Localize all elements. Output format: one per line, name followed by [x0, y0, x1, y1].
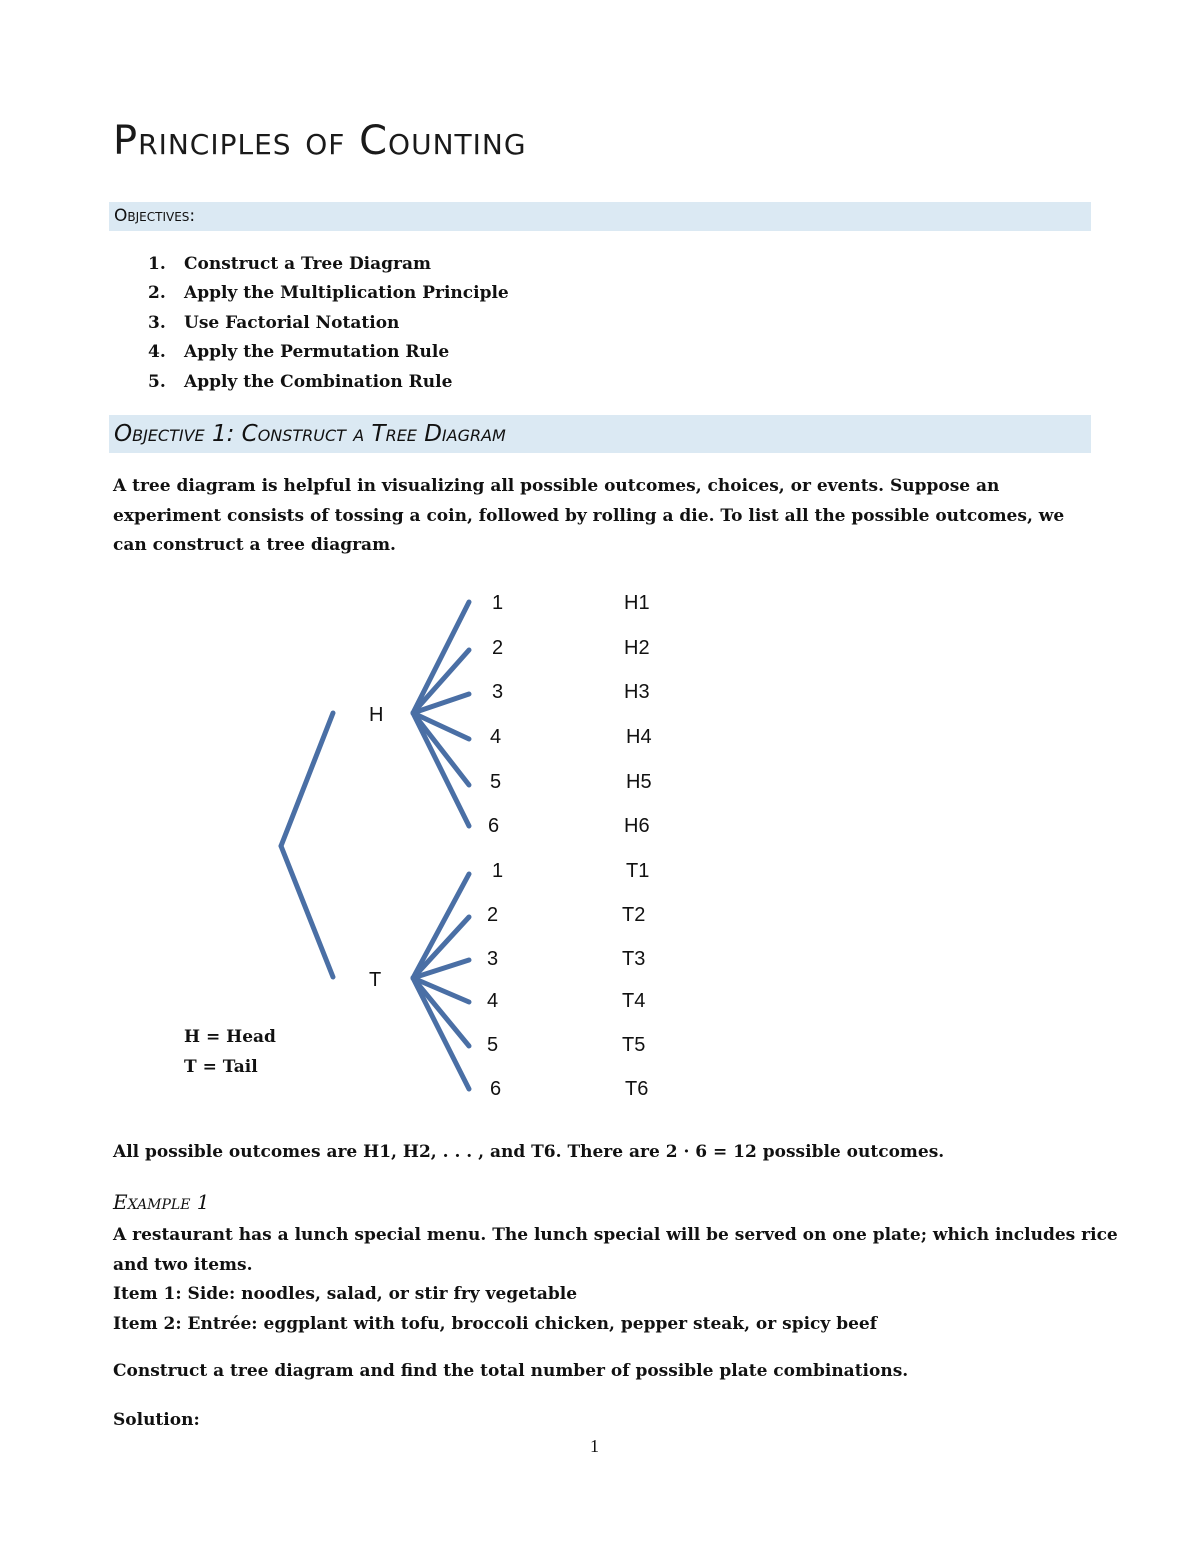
- branch-root-t: [281, 846, 333, 977]
- coin-t-label: T: [369, 969, 382, 991]
- example-line: A restaurant has a lunch special menu. The lunch special will be served on one plate; which includes rice: [113, 1225, 1118, 1245]
- objective-number: 4.: [148, 342, 166, 363]
- solution-label: Solution:: [113, 1410, 200, 1430]
- example-1-heading: Example 1: [113, 1190, 210, 1214]
- outcome-label: T5: [622, 1034, 646, 1056]
- outcome-label: H1: [624, 592, 650, 614]
- example-1-body: [113, 1221, 1118, 1339]
- objective-text: Use Factorial Notation: [184, 312, 400, 333]
- die-label: 4: [490, 726, 502, 748]
- example-line: and two items.: [113, 1254, 253, 1275]
- tree-branches: [281, 602, 469, 1089]
- die-label: 4: [487, 990, 499, 1012]
- intro-paragraph: A tree diagram is helpful in visualizing all possible outcomes, choices, or events. Suppose an experiment consists of tossing a coin, followed by rolling a die. To list all the possible outcomes, we can construct a tree diagram.: [113, 476, 1065, 555]
- objective-number: 1.: [148, 254, 166, 274]
- branch-root-h: [281, 713, 333, 846]
- outcome-label: T1: [626, 860, 650, 882]
- objective-number: 3.: [148, 312, 166, 333]
- legend-head: H = Head: [184, 1027, 276, 1047]
- die-label: 5: [490, 771, 502, 793]
- objective-1-heading: Objective 1: Construct a Tree Diagram: [114, 421, 506, 447]
- die-label: 6: [490, 1078, 502, 1100]
- outcome-label: H6: [624, 815, 650, 837]
- die-label: 3: [487, 948, 499, 970]
- die-label: 3: [492, 681, 504, 703]
- page-number: 1: [590, 1436, 599, 1456]
- page-title: Principles of Counting: [113, 118, 527, 164]
- objective-text: Construct a Tree Diagram: [184, 254, 432, 274]
- die-label: 1: [492, 592, 504, 614]
- outcome-label: T2: [622, 904, 646, 926]
- branch-h-6: [413, 713, 469, 826]
- objective-number: 5.: [148, 371, 166, 392]
- example-line: Item 2: Entrée: eggplant with tofu, broccoli chicken, pepper steak, or spicy beef: [113, 1313, 878, 1334]
- legend-tail: T = Tail: [184, 1057, 258, 1077]
- example-line: Item 1: Side: noodles, salad, or stir fry vegetable: [113, 1284, 578, 1304]
- example-1-task: Construct a tree diagram and find the total number of possible plate combinations.: [113, 1361, 909, 1381]
- outcome-label: H3: [624, 681, 650, 703]
- outcome-label: H4: [626, 726, 652, 748]
- coin-h-label: H: [369, 704, 384, 726]
- objective-text: Apply the Permutation Rule: [184, 342, 450, 363]
- die-label: 2: [492, 637, 504, 659]
- outcome-label: H5: [626, 771, 652, 793]
- outcome-label: T6: [625, 1078, 649, 1100]
- objective-text: Apply the Combination Rule: [184, 371, 453, 392]
- outcome-label: H2: [624, 637, 650, 659]
- objective-text: Apply the Multiplication Principle: [184, 283, 509, 304]
- die-label: 1: [492, 860, 504, 882]
- outcomes-sentence: All possible outcomes are H1, H2, . . . , and T6. There are 2 · 6 = 12 possible outcomes.: [113, 1142, 945, 1162]
- objective-number: 2.: [148, 283, 166, 304]
- die-label: 6: [488, 815, 500, 837]
- outcome-label: T3: [622, 948, 646, 970]
- outcome-label: T4: [622, 990, 646, 1012]
- die-label: 2: [487, 904, 499, 926]
- objectives-heading: Objectives:: [114, 206, 196, 226]
- die-label: 5: [487, 1034, 499, 1056]
